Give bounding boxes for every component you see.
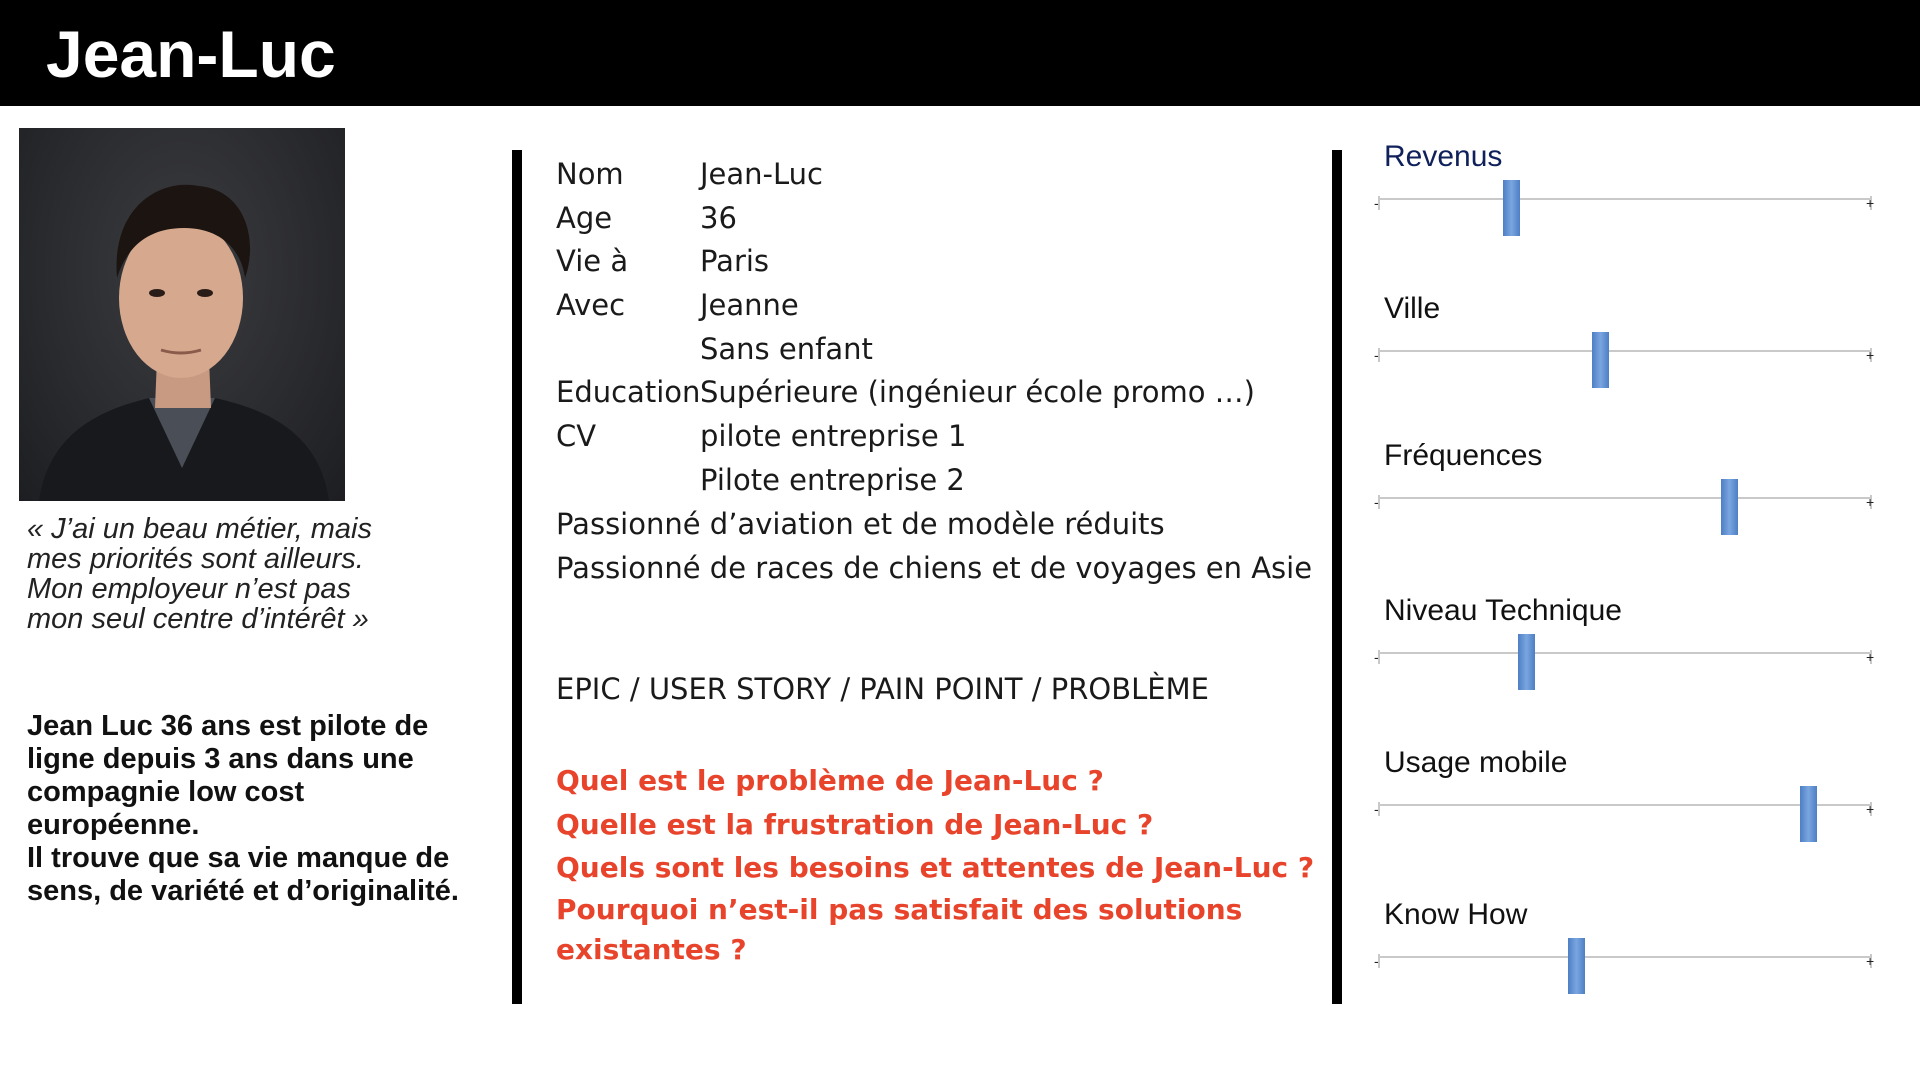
question-item: Pourquoi n’est-il pas satisfait des solutions existantes ? [556, 893, 1243, 967]
profile-value: Jeanne [700, 288, 799, 323]
profile-value: Sans enfant [700, 331, 873, 366]
metric-min-symbol: - [1374, 649, 1379, 665]
question-item: Quelle est la frustration de Jean-Luc ? [556, 807, 1154, 841]
metric-min-symbol: - [1374, 494, 1379, 510]
metric-niveau-technique [1370, 594, 1880, 724]
metric-marker [1721, 479, 1738, 535]
profile-value: pilote entreprise 1 [700, 419, 967, 454]
summary-line: européenne. [27, 809, 200, 841]
profile-label: Education [556, 375, 701, 410]
profile-label: Avec [556, 288, 626, 323]
profile-row-age [556, 197, 1316, 241]
header-bar [0, 0, 1920, 106]
quote-line: mes priorités sont ailleurs. [27, 543, 364, 575]
profile-row-education [556, 371, 1316, 415]
metric-usage-mobile [1370, 746, 1880, 876]
quote-line: Mon employeur n’est pas [27, 573, 351, 605]
profile-value: 36 [700, 200, 737, 235]
summary-line: compagnie low cost [27, 776, 305, 808]
summary-line: sens, de variété et d’originalité. [27, 875, 459, 907]
profile-label: Vie à [556, 244, 629, 279]
metric-fr-quences [1370, 439, 1880, 569]
profile-row-children [556, 328, 1316, 372]
metric-min-symbol: - [1374, 801, 1379, 817]
profile-label: Age [556, 200, 613, 235]
persona-quote [27, 514, 447, 634]
metric-min-symbol: - [1374, 347, 1379, 363]
metric-label: Usage mobile [1384, 746, 1568, 779]
quote-line: mon seul centre d’intérêt » [27, 603, 369, 635]
profile-value: Paris [700, 244, 770, 279]
profile-row-city [556, 240, 1316, 284]
profile-label [556, 459, 700, 503]
metric-max-symbol: + [1866, 801, 1875, 817]
metric-track [1378, 652, 1872, 654]
metric-min-symbol: - [1374, 195, 1379, 211]
quote-line: « J’ai un beau métier, mais [27, 513, 372, 545]
metric-label: Revenus [1384, 140, 1503, 173]
profile-row-cv [556, 415, 1316, 459]
profile-value: Jean-Luc [700, 157, 823, 191]
metric-min-symbol: - [1374, 953, 1379, 969]
profile-label: Nom [556, 157, 624, 191]
profile-row-partner [556, 284, 1316, 328]
persona-photo [19, 128, 345, 501]
metric-ville [1370, 292, 1880, 422]
summary-line: ligne depuis 3 ans dans une [27, 743, 414, 775]
metric-max-symbol: + [1866, 953, 1875, 969]
profile-info [556, 153, 1316, 503]
metric-max-symbol: + [1866, 494, 1875, 510]
metric-label: Fréquences [1384, 439, 1543, 472]
metric-marker [1518, 634, 1535, 690]
metric-label: Know How [1384, 898, 1528, 931]
summary-line: Jean Luc 36 ans est pilote de [27, 710, 429, 742]
column-divider-left [512, 150, 522, 1004]
profile-row-nom [556, 153, 1316, 197]
persona-summary [27, 710, 517, 908]
metric-know-how [1370, 898, 1880, 1028]
metric-label: Niveau Technique [1384, 594, 1622, 627]
profile-row-cv-2 [556, 459, 1316, 503]
metric-track [1378, 350, 1872, 352]
metric-max-symbol: + [1866, 649, 1875, 665]
profile-label: CV [556, 419, 597, 454]
column-divider-right [1332, 150, 1342, 1004]
metric-max-symbol: + [1866, 347, 1875, 363]
metric-marker [1503, 180, 1520, 236]
metric-marker [1800, 786, 1817, 842]
questions-list [556, 759, 1326, 970]
metric-max-symbol: + [1866, 195, 1875, 211]
question-item: Quels sont les besoins et attentes de Jean-Luc ? [556, 851, 1315, 885]
page-title: Jean-Luc [46, 17, 336, 91]
profile-value: Supérieure (ingénieur école promo …) [700, 375, 1255, 410]
epic-heading: EPIC / USER STORY / PAIN POINT / PROBLÈME [556, 672, 1209, 706]
metric-track [1378, 198, 1872, 200]
metric-label: Ville [1384, 292, 1441, 325]
summary-line: Il trouve que sa vie manque de [27, 842, 450, 874]
passion-travel: Passionné de races de chiens et de voyages en Asie [556, 551, 1313, 585]
profile-value: Pilote entreprise 2 [700, 462, 965, 497]
metric-track [1378, 804, 1872, 806]
metric-track [1378, 956, 1872, 958]
metric-track [1378, 497, 1872, 499]
profile-label [556, 328, 700, 372]
metric-revenus [1370, 140, 1880, 270]
question-item: Quel est le problème de Jean-Luc ? [556, 764, 1104, 797]
metric-marker [1568, 938, 1585, 994]
metric-marker [1592, 332, 1609, 388]
passion-aviation: Passionné d’aviation et de modèle réduits [556, 507, 1165, 541]
